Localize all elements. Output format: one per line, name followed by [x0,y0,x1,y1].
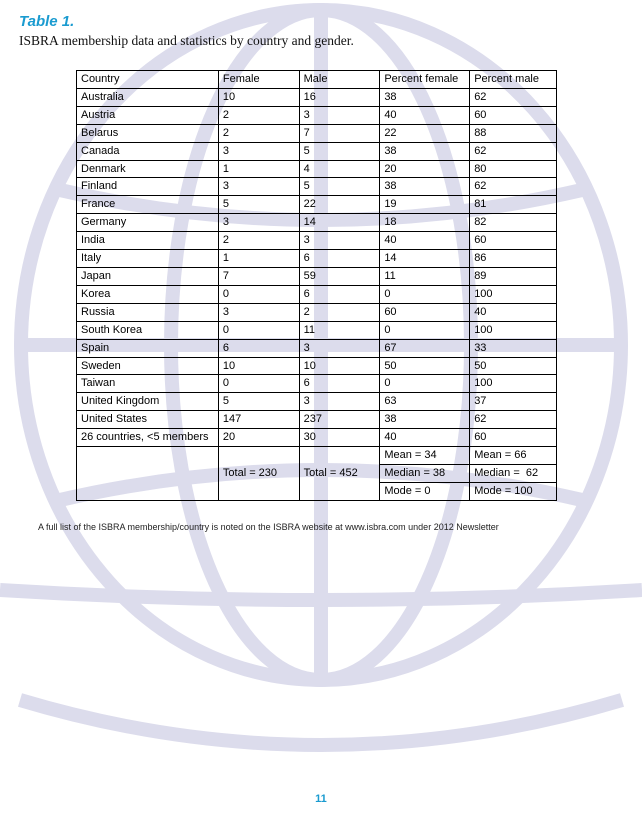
cell-female: 0 [218,285,299,303]
cell-percent-male: 82 [470,214,557,232]
header-percent-female: Percent female [380,71,470,89]
cell-percent-female: 14 [380,250,470,268]
cell-percent-female: 40 [380,106,470,124]
cell-percent-male: 60 [470,232,557,250]
cell-country: Austria [77,106,219,124]
cell-male: 2 [299,303,380,321]
cell-percent-female: 19 [380,196,470,214]
cell-percent-female: 40 [380,232,470,250]
cell-country: United States [77,411,219,429]
cell-male: 30 [299,429,380,447]
cell-female: 0 [218,375,299,393]
cell-female: 3 [218,214,299,232]
cell-female: 2 [218,124,299,142]
cell-percent-male: 62 [470,88,557,106]
cell-country: Italy [77,250,219,268]
cell-percent-male: 80 [470,160,557,178]
cell-country: Australia [77,88,219,106]
cell-male: 3 [299,106,380,124]
table-row [77,429,557,447]
header-percent-male: Percent male [470,71,557,89]
cell-percent-male: 60 [470,106,557,124]
cell-male: 5 [299,142,380,160]
cell-female: 10 [218,357,299,375]
table-caption-label: Table 1. [19,13,75,30]
cell-percent-male: 60 [470,429,557,447]
cell-country: Belarus [77,124,219,142]
cell-male: 10 [299,357,380,375]
table-row [77,88,557,106]
cell-male: 11 [299,321,380,339]
female-total: Total = 230 [218,447,299,501]
cell-female: 5 [218,196,299,214]
table-row [77,160,557,178]
cell-percent-female: 38 [380,88,470,106]
cell-percent-female: 63 [380,393,470,411]
cell-male: 14 [299,214,380,232]
table-row [77,178,557,196]
cell-female: 147 [218,411,299,429]
cell-country: Denmark [77,160,219,178]
table-row [77,357,557,375]
table-row [77,232,557,250]
table-row [77,303,557,321]
cell-country: Taiwan [77,375,219,393]
cell-male: 3 [299,393,380,411]
cell-male: 6 [299,250,380,268]
header-male: Male [299,71,380,89]
header-female: Female [218,71,299,89]
cell-male: 237 [299,411,380,429]
table-caption-text: ISBRA membership data and statistics by country and gender. [19,33,354,48]
cell-percent-male: 62 [470,142,557,160]
cell-percent-female: 20 [380,160,470,178]
cell-country: Germany [77,214,219,232]
cell-percent-female: 18 [380,214,470,232]
header-country: Country [77,71,219,89]
table-row [77,250,557,268]
cell-female: 2 [218,106,299,124]
cell-country: Finland [77,178,219,196]
page-number: 11 [315,793,327,805]
table-row [77,106,557,124]
cell-percent-female: 0 [380,321,470,339]
pct-male-median: Median = 62 [470,464,557,482]
cell-percent-male: 86 [470,250,557,268]
male-total: Total = 452 [299,447,380,501]
cell-percent-male: 40 [470,303,557,321]
pct-female-mode: Mode = 0 [380,482,470,500]
table-header-row [77,71,557,89]
membership-table [76,70,557,501]
table-row [77,285,557,303]
table-row [77,339,557,357]
cell-percent-female: 38 [380,142,470,160]
cell-male: 3 [299,232,380,250]
pct-male-mode: Mode = 100 [470,482,557,500]
cell-male: 22 [299,196,380,214]
cell-country: Korea [77,285,219,303]
cell-percent-male: 62 [470,178,557,196]
cell-country: Japan [77,267,219,285]
table-row [77,411,557,429]
footnote: A full list of the ISBRA membership/country is noted on the ISBRA website at www.isbra.com under 2012 Newsletter [38,522,499,532]
cell-percent-male: 37 [470,393,557,411]
cell-percent-female: 60 [380,303,470,321]
cell-female: 0 [218,321,299,339]
cell-female: 10 [218,88,299,106]
table-row [77,196,557,214]
table-row [77,267,557,285]
cell-female: 3 [218,178,299,196]
cell-percent-male: 33 [470,339,557,357]
cell-percent-female: 50 [380,357,470,375]
cell-percent-male: 100 [470,375,557,393]
cell-female: 20 [218,429,299,447]
cell-male: 7 [299,124,380,142]
cell-female: 3 [218,303,299,321]
cell-country: France [77,196,219,214]
cell-female: 6 [218,339,299,357]
summary-row [77,447,557,465]
cell-country: Spain [77,339,219,357]
cell-female: 3 [218,142,299,160]
cell-percent-male: 88 [470,124,557,142]
cell-percent-male: 100 [470,285,557,303]
cell-female: 7 [218,267,299,285]
cell-country: South Korea [77,321,219,339]
cell-female: 1 [218,250,299,268]
cell-female: 5 [218,393,299,411]
cell-percent-female: 40 [380,429,470,447]
cell-percent-female: 0 [380,375,470,393]
cell-female: 2 [218,232,299,250]
cell-country: United Kingdom [77,393,219,411]
cell-percent-male: 62 [470,411,557,429]
cell-male: 16 [299,88,380,106]
cell-percent-female: 0 [380,285,470,303]
cell-country: Canada [77,142,219,160]
cell-male: 5 [299,178,380,196]
cell-country: 26 countries, <5 members [77,429,219,447]
table-row [77,375,557,393]
cell-percent-male: 81 [470,196,557,214]
cell-country: Sweden [77,357,219,375]
cell-country: Russia [77,303,219,321]
table-row [77,393,557,411]
cell-female: 1 [218,160,299,178]
table-row [77,321,557,339]
summary-empty-cell [77,447,219,501]
cell-percent-male: 50 [470,357,557,375]
table-row [77,124,557,142]
cell-country: India [77,232,219,250]
table-row [77,214,557,232]
cell-percent-female: 38 [380,411,470,429]
pct-female-median: Median = 38 [380,464,470,482]
cell-percent-female: 22 [380,124,470,142]
cell-male: 6 [299,375,380,393]
cell-male: 59 [299,267,380,285]
table-row [77,142,557,160]
cell-male: 6 [299,285,380,303]
pct-male-mean: Mean = 66 [470,447,557,465]
cell-percent-male: 100 [470,321,557,339]
pct-female-mean: Mean = 34 [380,447,470,465]
cell-percent-male: 89 [470,267,557,285]
cell-percent-female: 38 [380,178,470,196]
cell-percent-female: 67 [380,339,470,357]
cell-percent-female: 11 [380,267,470,285]
cell-male: 3 [299,339,380,357]
cell-male: 4 [299,160,380,178]
